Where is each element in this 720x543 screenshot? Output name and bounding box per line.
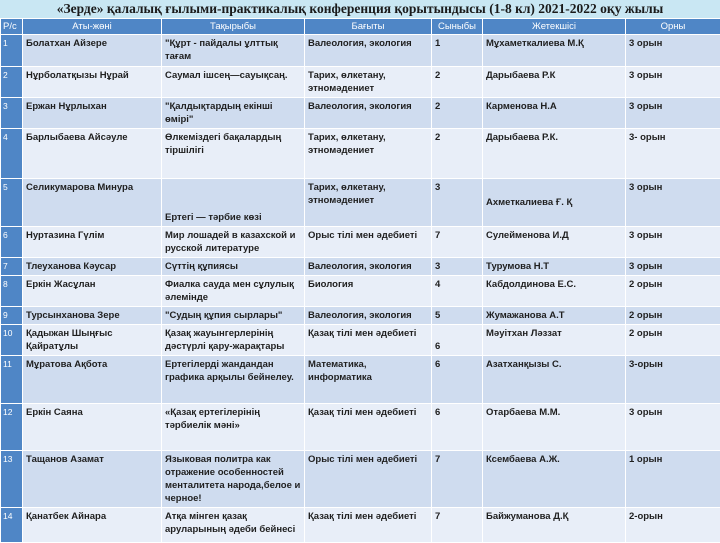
table-row [1,404,720,451]
cell-supervisor: Сулейменова И.Д [483,227,626,258]
col-header-supervisor: Жетекшісі [483,19,626,35]
cell-place: 2 орын [626,307,720,325]
cell-place: 3-орын [626,356,720,404]
cell-place: 3 орын [626,227,720,258]
cell-name: Еркін Саяна [23,404,162,451]
cell-topic: Языковая политра как отражение особенностей менталитета народа,белое и черное! [162,451,305,508]
cell-name: Ержан Нұрлыхан [23,98,162,129]
cell-direction: Қазақ тілі мен әдебиеті [305,508,432,543]
table-row [1,356,720,404]
cell-name: Нұрболатқызы Нұрай [23,67,162,98]
table-row [1,451,720,508]
cell-name: Тащанов Азамат [23,451,162,508]
cell-grade: 6 [432,325,483,356]
cell-grade: 2 [432,67,483,98]
table-row [1,325,720,356]
cell-num: 9 [1,307,23,325]
cell-direction: Валеология, экология [305,258,432,276]
cell-supervisor: Жумажанова А.Т [483,307,626,325]
cell-direction: Тарих, өлкетану, этномәдениет [305,179,432,227]
cell-grade: 3 [432,179,483,227]
cell-grade: 6 [432,356,483,404]
cell-topic: Атқа мінген қазақ аруларының әдеби бейнесі [162,508,305,543]
cell-place: 2-орын [626,508,720,543]
cell-name: Мұратова Ақбота [23,356,162,404]
cell-supervisor: Отарбаева М.М. [483,404,626,451]
cell-num: 10 [1,325,23,356]
table-header-row [1,19,720,35]
page-title: «Зерде» қалалық ғылыми-практикалық конференция қорытындысы (1-8 кл) 2021-2022 оқу жылы [0,0,720,18]
cell-direction: Валеология, экология [305,307,432,325]
cell-num: 8 [1,276,23,307]
cell-place: 2 орын [626,276,720,307]
cell-num: 13 [1,451,23,508]
col-header-name: Аты-жөні [23,19,162,35]
cell-grade: 4 [432,276,483,307]
cell-topic: Фиалка сауда мен сұлулық әлемінде [162,276,305,307]
cell-num: 6 [1,227,23,258]
cell-place: 3 орын [626,35,720,67]
cell-name: Турсынханова Зере [23,307,162,325]
cell-name: Тлеуханова Кәусар [23,258,162,276]
cell-grade: 2 [432,129,483,179]
cell-supervisor: Ксембаева А.Ж. [483,451,626,508]
cell-topic: "Құрт - пайдалы ұлттық тағам [162,35,305,67]
cell-topic: "Қалдықтардың екінші өмірі" [162,98,305,129]
cell-name: Қанатбек Айнара [23,508,162,543]
cell-supervisor: Карменова Н.А [483,98,626,129]
cell-num: 2 [1,67,23,98]
cell-direction: Тарих, өлкетану, этномәдениет [305,129,432,179]
cell-place: 1 орын [626,451,720,508]
cell-place: 3- орын [626,129,720,179]
cell-topic: "Судың құпия сырлары" [162,307,305,325]
table-row [1,67,720,98]
table-row [1,227,720,258]
cell-supervisor: Дарыбаева Р.К. [483,129,626,179]
cell-place: 2 орын [626,325,720,356]
cell-place: 3 орын [626,98,720,129]
table-row [1,179,720,227]
cell-supervisor: Ахметкалиева Ғ. Қ [483,179,626,227]
col-header-place: Орны [626,19,720,35]
cell-grade: 6 [432,404,483,451]
cell-num: 3 [1,98,23,129]
cell-topic: Өлкеміздегі бақалардың тіршілігі [162,129,305,179]
cell-grade: 3 [432,258,483,276]
cell-name: Селикумарова Минура [23,179,162,227]
cell-direction: Математика, информатика [305,356,432,404]
cell-place: 3 орын [626,179,720,227]
cell-grade: 5 [432,307,483,325]
cell-name: Қадыжан Шыңғыс Қайратұлы [23,325,162,356]
cell-topic: Саумал ішсең—сауықсаң. [162,67,305,98]
cell-topic: Ертегілерді жандандан графика арқылы бейнелеу. [162,356,305,404]
cell-direction: Орыс тілі мен әдебиеті [305,227,432,258]
cell-name: Барлыбаева Айсәуле [23,129,162,179]
results-table [0,18,720,543]
cell-place: 3 орын [626,258,720,276]
cell-supervisor: Мәуітхан Ләззат [483,325,626,356]
cell-direction: Қазақ тілі мен әдебиеті [305,404,432,451]
cell-topic: Ертегі — тәрбие көзі [162,179,305,227]
cell-num: 12 [1,404,23,451]
cell-num: 11 [1,356,23,404]
cell-topic: «Қазақ ертегілерінің тәрбиелік мәні» [162,404,305,451]
table-row [1,98,720,129]
col-header-topic: Тақырыбы [162,19,305,35]
cell-supervisor: Дарыбаева Р.К [483,67,626,98]
cell-name: Болатхан Айзере [23,35,162,67]
table-row [1,276,720,307]
cell-direction: Қазақ тілі мен әдебиеті [305,325,432,356]
col-header-grade: Сыныбы [432,19,483,35]
table-row [1,508,720,543]
cell-direction: Орыс тілі мен әдебиеті [305,451,432,508]
cell-num: 1 [1,35,23,67]
cell-topic: Мир лошадей в казахской и русской литературе [162,227,305,258]
table-row [1,307,720,325]
table-row [1,129,720,179]
cell-place: 3 орын [626,404,720,451]
table-row [1,35,720,67]
col-header-direction: Бағыты [305,19,432,35]
cell-grade: 2 [432,98,483,129]
cell-supervisor: Кабдолдинова Е.С. [483,276,626,307]
cell-supervisor: Мұхаметкалиева М.Қ [483,35,626,67]
cell-num: 7 [1,258,23,276]
cell-grade: 7 [432,227,483,258]
cell-grade: 7 [432,451,483,508]
cell-supervisor: Азатханқызы С. [483,356,626,404]
cell-num: 5 [1,179,23,227]
cell-num: 4 [1,129,23,179]
cell-supervisor: Турумова Н.Т [483,258,626,276]
cell-direction: Биология [305,276,432,307]
col-header-num: Р/с [1,19,23,35]
cell-place: 3 орын [626,67,720,98]
cell-grade: 7 [432,508,483,543]
cell-name: Нуртазина Гүлім [23,227,162,258]
cell-num: 14 [1,508,23,543]
cell-topic: Қазақ жауынгерлерінің дәстүрлі қару-жарақтары [162,325,305,356]
cell-supervisor: Байжуманова Д.Қ [483,508,626,543]
cell-direction: Валеология, экология [305,35,432,67]
cell-direction: Валеология, экология [305,98,432,129]
cell-topic: Сүттің құпиясы [162,258,305,276]
table-row [1,258,720,276]
cell-grade: 1 [432,35,483,67]
cell-direction: Тарих, өлкетану, этномәдениет [305,67,432,98]
cell-name: Еркін Жасұлан [23,276,162,307]
